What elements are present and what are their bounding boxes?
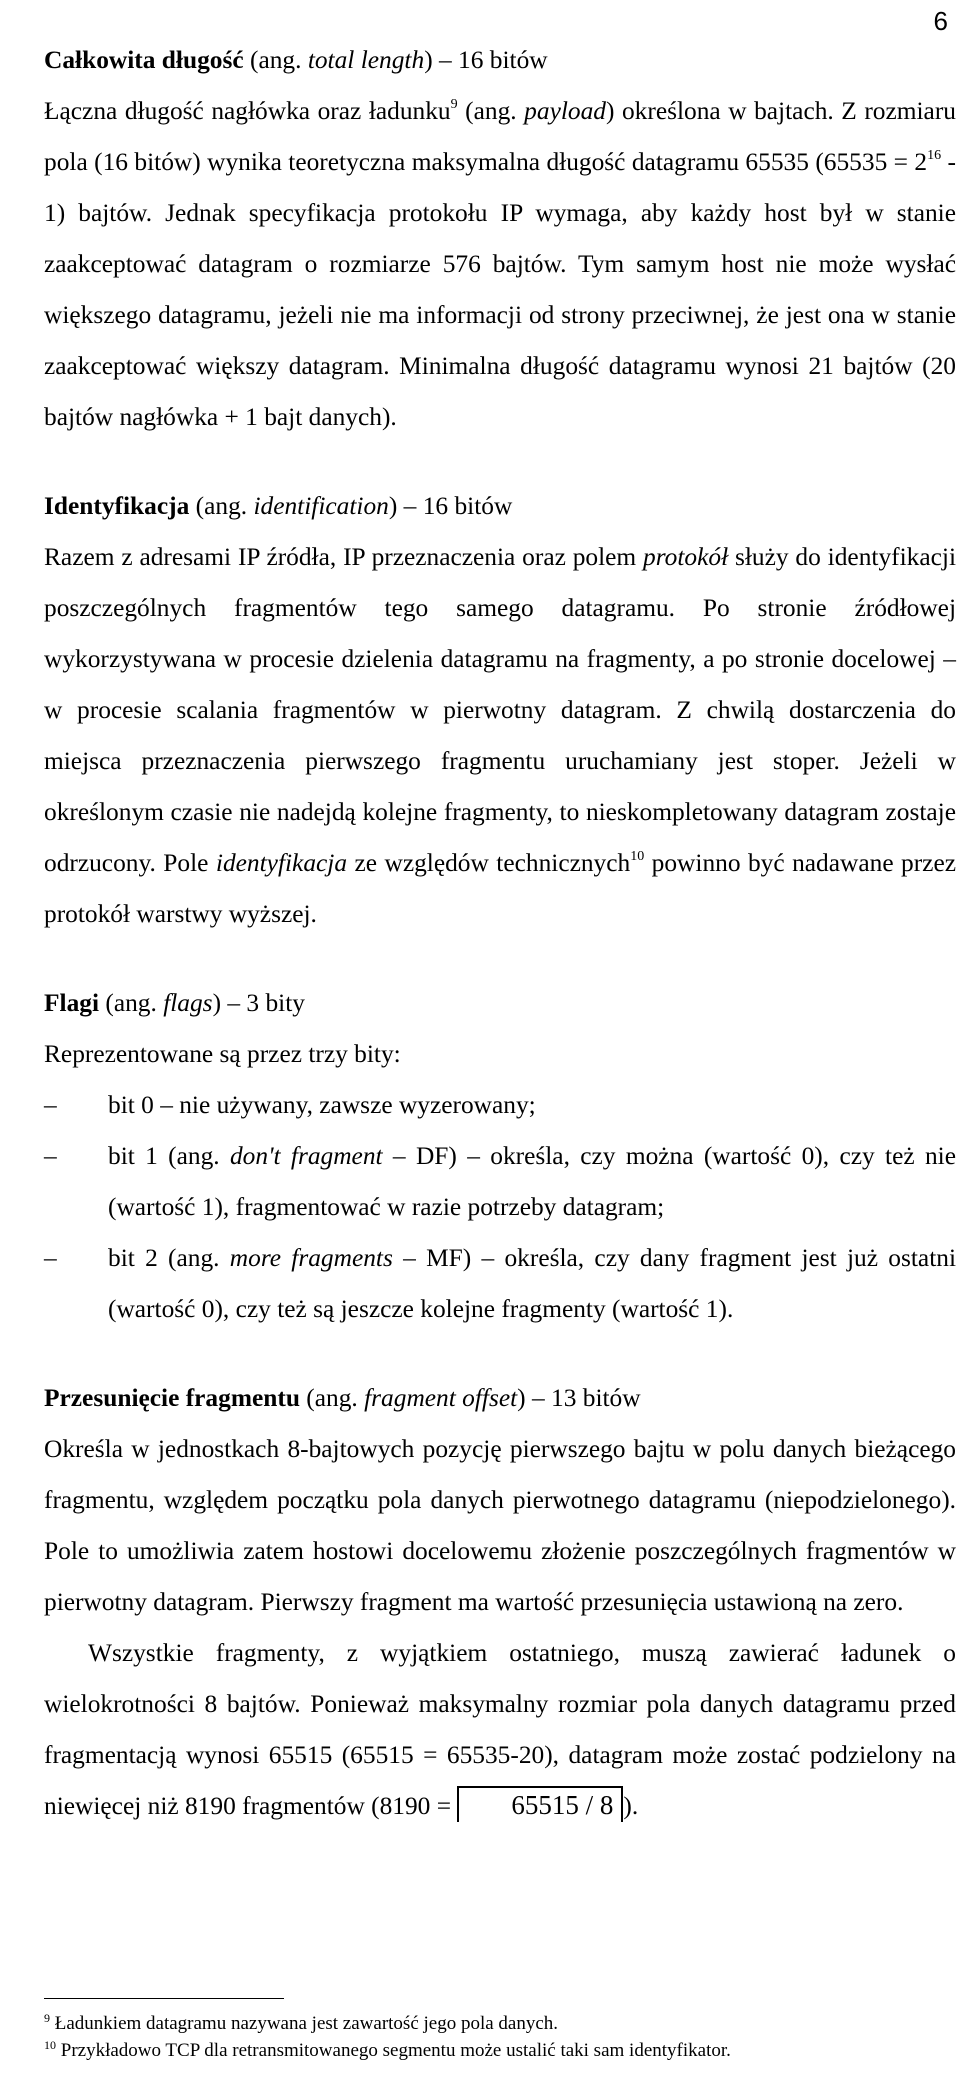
list-item-text: bit 0 – nie używany, zawsze wyzerowany; [108, 1091, 536, 1119]
list-item-text [108, 1233, 956, 1335]
flags-intro: Reprezentowane są przez trzy bity: [44, 1040, 401, 1068]
section-heading-flags [44, 978, 956, 1029]
dash-bullet: – [44, 1091, 57, 1119]
heading-bold: Identyfikacja [44, 492, 190, 520]
text: (ang. [457, 97, 525, 125]
heading-bold: Całkowita długość [44, 46, 244, 74]
text: - 1) bajtów. Jednak specyfikacja protokołu IP wymaga, aby każdy host był w stanie zaakceptować datagram o rozmiarze 576 bajtów. Tym samym host nie może wysłać większego datagramu, jeżeli nie ma informacji od strony przeciwnej, że jest ona w stanie zaakceptować większy datagram. Minimalna długość datagramu wynosi 21 bajtów (20 bajtów nagłówka + 1 bajt danych). [44, 148, 957, 431]
heading-italic: total length [307, 46, 425, 74]
heading-text: ) – 16 bitów [388, 492, 513, 520]
paragraph-total-length [44, 86, 956, 443]
section-heading-identification [44, 481, 956, 532]
list-item-text [108, 1131, 956, 1233]
heading-text: (ang. [243, 46, 308, 74]
heading-text: (ang. [189, 492, 254, 520]
footnote-number: 10 [44, 2038, 56, 2052]
section-heading-total-length [44, 35, 956, 86]
exponent: 16 [927, 148, 942, 163]
text: Łączna długość nagłówka oraz ładunku [44, 97, 451, 125]
footnote-text: Ładunkiem datagramu nazywana jest zawartość jego pola danych. [50, 2013, 559, 2034]
heading-text: ) – 3 bity [212, 989, 305, 1017]
text: – MF) – określa, czy dany fragment jest już ostatni (wartość 0), czy też są jeszcze kolejne fragmenty (wartość 1). [108, 1244, 956, 1323]
list-item-bit0 [44, 1080, 956, 1131]
heading-italic: fragment offset [364, 1384, 518, 1412]
section-heading-fragment-offset [44, 1373, 956, 1424]
text: Razem z adresami IP źródła, IP przeznaczenia oraz polem [44, 543, 644, 571]
document-body [44, 35, 956, 1832]
ceiling-formula: 65515 / 8 [457, 1786, 623, 1822]
heading-text: ) – 16 bitów [424, 46, 548, 74]
paragraph-fragment-offset-2 [44, 1628, 956, 1832]
italic-term: identyfikacja [215, 849, 348, 877]
text: ). [623, 1792, 639, 1820]
dash-bullet: – [44, 1244, 57, 1272]
footnote-ref-9: 9 [450, 97, 458, 112]
heading-bold: Przesunięcie fragmentu [44, 1384, 300, 1412]
footnote-ref-10: 10 [630, 849, 645, 864]
italic-term: don't fragment [229, 1142, 383, 1170]
paragraph-identification [44, 532, 956, 940]
text: służy do identyfikacji poszczególnych fragmentów tego samego datagramu. Po stronie źródłowej wykorzystywana w procesie dzielenia datagramu na fragmenty, a po stronie docelowej – w procesie scalania fragmentów w pierwotny datagram. Z chwilą dostarczenia do miejsca przeznaczenia pierwszego fragmentu uruchamiany jest stoper. Jeżeli w określonym czasie nie nadejdą kolejne fragmenty, to nieskompletowany datagram zostaje odrzucony. Pole [44, 543, 956, 877]
italic-term: payload [524, 97, 606, 125]
footnotes [44, 2010, 956, 2064]
footnote-text: Przykładowo TCP dla retransmitowanego segmentu może ustalić taki sam identyfikator. [56, 2040, 731, 2061]
heading-text: ) – 13 bitów [517, 1384, 641, 1412]
text: ze względów technicznych [347, 849, 631, 877]
list-item-bit1 [44, 1131, 956, 1233]
text: bit 1 (ang. [108, 1142, 230, 1170]
dash-bullet: – [44, 1142, 57, 1170]
text: – DF) – określa, czy można (wartość 0), czy też nie (wartość 1), fragmentować w razie potrzeby datagram; [108, 1142, 956, 1221]
italic-term: protokół [643, 543, 729, 571]
footnote-number: 9 [44, 2011, 50, 2025]
footnote-9 [44, 2010, 956, 2037]
paragraph-fragment-offset-1: Określa w jednostkach 8-bajtowych pozycję pierwszego bajtu w polu danych bieżącego fragmentu, względem początku pola danych pierwotnego datagramu (niepodzielonego). Pole to umożliwia zatem hostowi docelowemu złożenie poszczególnych fragmentów w pierwotny datagram. Pierwszy fragment ma wartość przesunięcia ustawioną na zero. [44, 1435, 956, 1616]
heading-italic: flags [163, 989, 213, 1017]
text: Wszystkie fragmenty, z wyjątkiem ostatniego, muszą zawierać ładunek o wielokrotności 8 bajtów. Ponieważ maksymalny rozmiar pola danych datagramu przed fragmentacją wynosi 65515 (65515 = 65535-20), datagram może zostać podzielony na niewięcej niż 8190 fragmentów (8190 = [44, 1639, 956, 1820]
footnote-divider [44, 1998, 284, 1999]
text: ) określona w bajtach. Z rozmiaru pola (16 bitów) wynika teoretyczna maksymalna długość datagramu 65535 (65535 = 2 [44, 97, 956, 176]
list-item-bit2 [44, 1233, 956, 1335]
heading-italic: identification [253, 492, 389, 520]
text: powinno być nadawane przez protokół warstwy wyższej. [44, 849, 956, 928]
page-number: 6 [933, 6, 948, 36]
heading-text: (ang. [299, 1384, 365, 1412]
heading-text: (ang. [99, 989, 164, 1017]
text: bit 2 (ang. [108, 1244, 230, 1272]
italic-term: more fragments [229, 1244, 393, 1272]
heading-bold: Flagi [44, 989, 100, 1017]
footnote-10 [44, 2037, 956, 2064]
